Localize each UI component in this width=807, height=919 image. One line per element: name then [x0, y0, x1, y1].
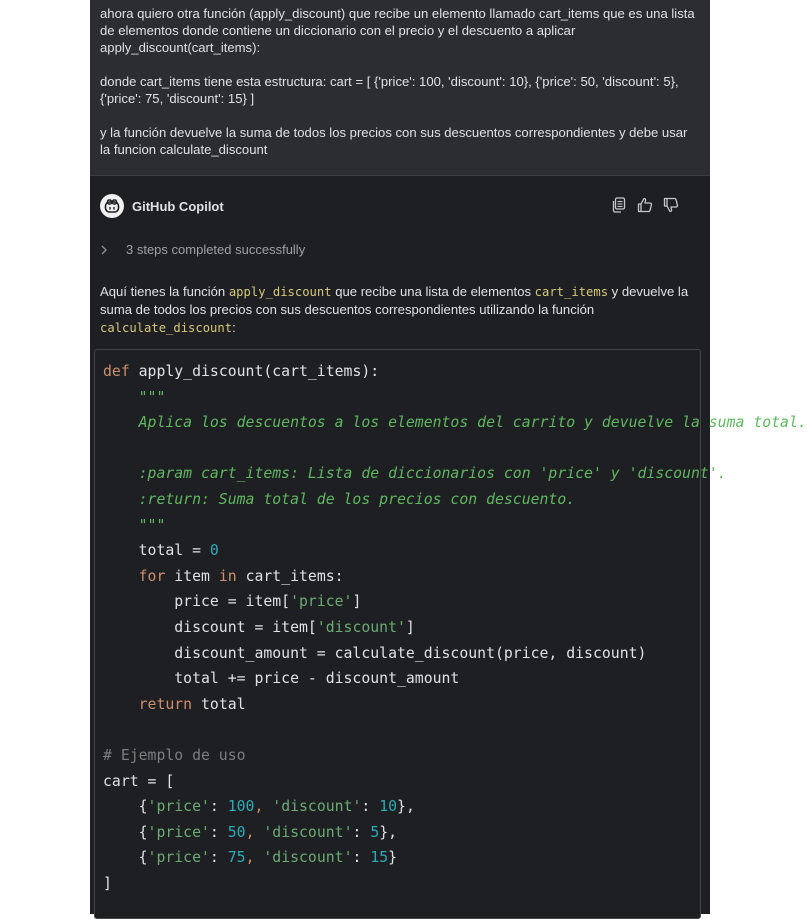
code-text: : [209, 798, 228, 816]
answer-text: que recibe una lista de elementos [331, 284, 535, 299]
code-string: 'discount' [272, 798, 362, 816]
code-docstring: Aplica los descuentos a los elementos del carrito y devuelve la suma total. [103, 414, 807, 432]
chat-panel [90, 0, 807, 914]
steps-toggle[interactable] [100, 242, 305, 257]
code-number: 75 [227, 849, 246, 867]
code-docstring: """ [103, 516, 166, 534]
code-keyword: in [218, 567, 237, 585]
code-number: 100 [227, 798, 255, 816]
code-text: { [103, 798, 148, 816]
assistant-header [100, 193, 224, 219]
code-number: 0 [209, 542, 219, 560]
user-message-paragraph: y la función devuelve la suma de todos los precios con sus descuentos correspondientes y debe usar la funcion calculate_discount [100, 125, 688, 157]
thumbs-up-icon[interactable] [636, 196, 654, 214]
code-text: cart = [ [103, 772, 175, 790]
code-docstring: """ [103, 388, 166, 406]
code-text: cart_items: [236, 567, 344, 585]
code-text: ] [405, 618, 415, 636]
answer-text: Aquí tienes la función [100, 284, 229, 299]
code-text: , [254, 798, 273, 816]
code-text: { [103, 823, 148, 841]
inline-code: apply_discount [228, 285, 332, 299]
code-string: 'discount' [263, 823, 353, 841]
code-text [103, 568, 139, 585]
steps-label: 3 steps completed successfully [126, 242, 306, 257]
code-text: total = [103, 542, 210, 560]
user-message-paragraph: ahora quiero otra función (apply_discount) que recibe un elemento llamado cart_items que es una lista de elementos donde contiene un diccionario con el precio y el descuento a aplicar apply_discount(cart_items): [100, 6, 695, 55]
code-text: : [209, 823, 228, 841]
chevron-right-icon [100, 245, 114, 255]
code-text: }, [379, 823, 398, 841]
code-text: , [245, 823, 264, 841]
code-text: }, [397, 798, 415, 816]
code-keyword: def [103, 363, 130, 380]
code-number: 10 [379, 798, 398, 816]
answer-text: : [232, 320, 236, 335]
message-actions [610, 196, 680, 214]
message-divider [90, 175, 710, 176]
code-content [95, 350, 807, 896]
code-string: 'price' [290, 593, 353, 611]
code-block[interactable] [94, 349, 807, 919]
code-number: 15 [370, 849, 389, 867]
code-text: total += price - discount_amount [103, 670, 460, 688]
code-text: : [352, 823, 371, 841]
code-text: total [192, 695, 246, 713]
code-keyword: return [138, 695, 193, 713]
code-docstring: :return: Suma total de los precios con descuento. [103, 490, 576, 508]
code-text: apply_discount(cart_items): [129, 363, 380, 380]
code-string: 'price' [147, 849, 210, 867]
user-message-paragraph: donde cart_items tiene esta estructura: cart = [ {'price': 100, 'discount': 10}, {'price': 50, 'discount': 5}, {'price': 75, 'discount': 15} ] [100, 74, 679, 106]
code-docstring: :param cart_items: Lista de diccionarios con 'price' y 'discount'. [103, 465, 727, 483]
code-text: , [245, 849, 264, 867]
code-string: 'discount' [263, 849, 353, 867]
user-message [90, 0, 710, 175]
assistant-answer [100, 283, 700, 337]
code-comment: # Ejemplo de uso [103, 746, 246, 764]
code-text: : [209, 849, 228, 867]
copilot-icon [100, 194, 124, 218]
code-text: : [361, 798, 380, 816]
assistant-name: GitHub Copilot [132, 198, 224, 214]
inline-code: cart_items [534, 285, 609, 299]
thumbs-down-icon[interactable] [662, 196, 680, 214]
code-text: item [165, 567, 219, 585]
code-text: discount_amount = calculate_discount(price, discount) [103, 644, 647, 662]
code-number: 5 [370, 823, 380, 841]
code-text: ] [103, 874, 112, 892]
code-string: 'discount' [316, 618, 406, 636]
code-text [103, 696, 139, 713]
code-text: discount = item[ [103, 618, 317, 636]
code-text: } [388, 849, 398, 867]
answer-text: y devuelve la suma de todos los precios con sus descuentos correspondientes utilizando la función [100, 284, 689, 317]
copy-icon[interactable] [610, 196, 628, 214]
code-number: 50 [227, 823, 246, 841]
code-keyword: for [138, 567, 166, 585]
code-text: price = item[ [103, 593, 291, 611]
code-string: 'price' [147, 798, 210, 816]
code-text: { [103, 849, 148, 867]
code-string: 'price' [147, 823, 210, 841]
code-text: : [352, 849, 371, 867]
inline-code: calculate_discount [100, 321, 233, 335]
code-text: ] [352, 593, 362, 611]
